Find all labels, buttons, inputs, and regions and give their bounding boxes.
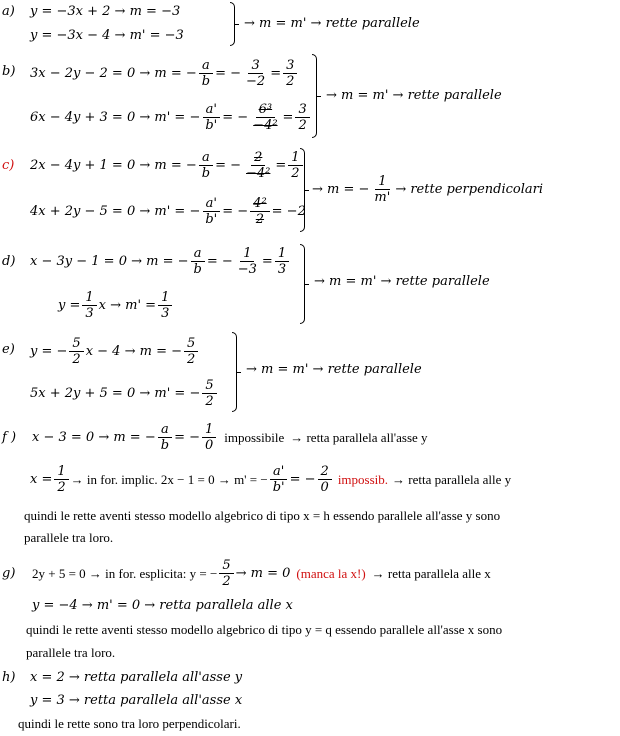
g-line2: y = −4 → m' = 0 → retta parallela alle x [32,598,293,613]
label-d: d) [2,254,16,269]
label-f: f ) [2,430,17,445]
brace-e [232,332,237,412]
h-note: quindi le rette sono tra loro perpendicolari. [18,716,241,731]
label-b: b) [2,64,16,79]
b-result: → m = m' → rette parallele [326,88,502,103]
d-line1: x − 3y − 1 = 0 → m = − $\frac{a}{b}$ = − $\frac{1}{-3}$ = $\frac{1}{3}$ [30,246,291,277]
c-line2: 4x + 2y − 5 = 0 → m' = − $\frac{a'}{b'}$ = − $\frac{\text{4²}}{2}$ = −2 [30,196,306,227]
brace-d [300,244,305,324]
f-note2: parallele tra loro. [24,530,114,545]
f-line2: x = $\frac{1}{2}$ → in for. implic. 2x − 1 = 0 → m' = − $\frac{a'}{b'}$ = − $\frac{2}{0}$ impossib. → retta parallela alle y [30,464,512,495]
a-line1: y = −3x + 2 → m = −3 [30,4,181,19]
e-line2: 5x + 2y + 5 = 0 → m' = − $\frac{5}{2}$ [30,378,219,409]
c-result: → m = − $\frac{1}{m'}$ → rette perpendicolari [312,174,544,205]
c-line1: 2x − 4y + 1 = 0 → m = − $\frac{a}{b}$ = − $\frac{2}{\text{−4²}}$ = $\frac{1}{2}$ [30,150,305,181]
a-result: → m = m' → rette parallele [244,16,420,31]
e-line1: y = − $\frac{5}{2}$ x − 4 → m = − $\frac{5}{2}$ [30,336,200,367]
f-note1: quindi le rette aventi stesso modello algebrico di tipo x = h essendo parallele all'asse y sono [24,508,501,523]
h-line2: y = 3 → retta parallela all'asse x [30,693,243,708]
label-h: h) [2,670,16,685]
b-line2: 6x − 4y + 3 = 0 → m' = − $\frac{a'}{b'}$ = − $\frac{\text{6³}}{\text{−4²}}$ = $\frac{3}{2}$ [30,102,312,133]
d-result: → m = m' → rette parallele [314,274,490,289]
g-note1: quindi le rette aventi stesso modello algebrico di tipo y = q essendo parallele all'asse x sono [26,622,503,637]
label-a: a) [2,4,15,19]
e-result: → m = m' → rette parallele [246,362,422,377]
g-line1: 2y + 5 = 0 → in for. esplicita: y = − $\frac{5}{2}$ → m = 0 (manca la x!) → retta parallela alle x [32,558,491,589]
b-line1: 3x − 2y − 2 = 0 → m = − $\frac{a}{b}$ = − $\frac{3}{-2}$ = $\frac{3}{2}$ [30,58,299,89]
brace-c [300,148,305,232]
d-line2: y = $\frac{1}{3}$ x → m' = $\frac{1}{3}$ [58,290,174,321]
label-g: g) [2,566,16,581]
label-e: e) [2,342,15,357]
brace-b [312,54,317,138]
g-note2: parallele tra loro. [26,645,116,660]
brace-a [230,2,235,46]
h-line1: x = 2 → retta parallela all'asse y [30,670,243,685]
f-line1: x − 3 = 0 → m = − $\frac{a}{b}$ = − $\frac{1}{0}$ impossibile → retta parallela all'asse y [32,422,428,453]
label-c: c) [2,158,15,173]
a-line2: y = −3x − 4 → m' = −3 [30,28,184,43]
